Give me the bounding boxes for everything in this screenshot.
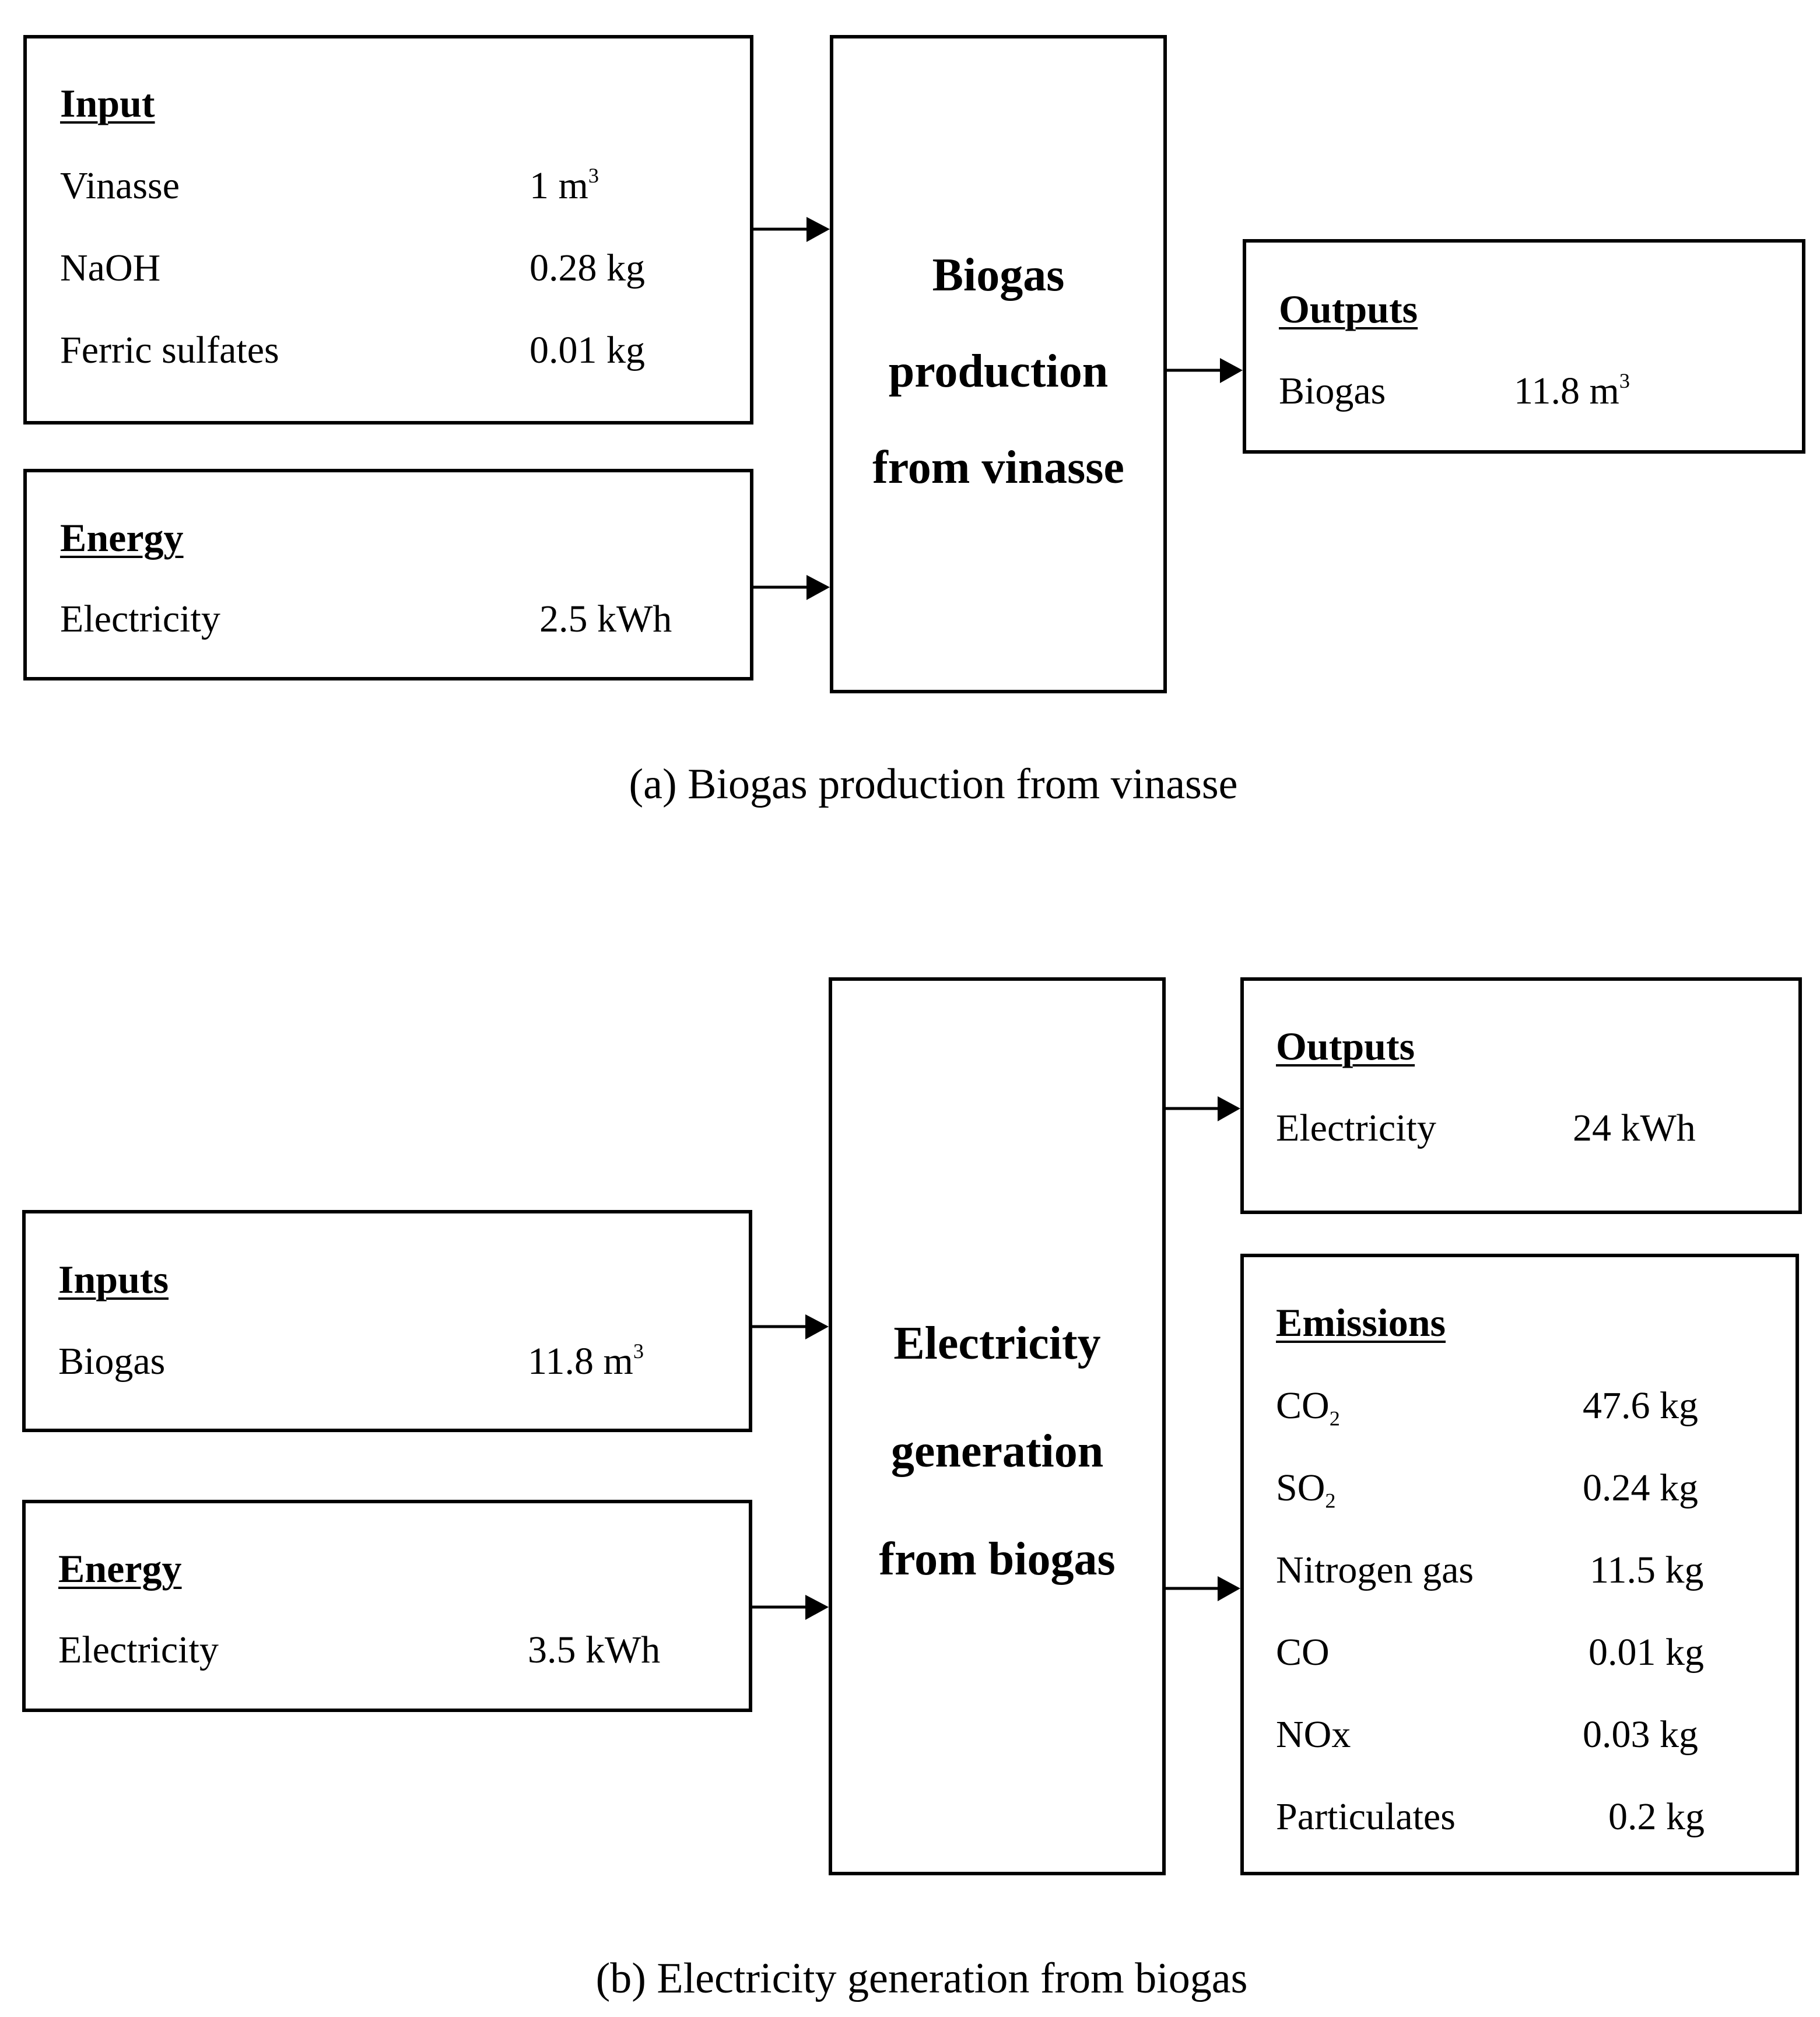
emissions-row-label-nitrogen-gas: Nitrogen gas bbox=[1276, 1549, 1474, 1591]
arrow-input-to-process-a bbox=[753, 217, 830, 242]
process-title-line-2: generation bbox=[890, 1426, 1104, 1477]
value-text: 11.8 m bbox=[528, 1340, 633, 1383]
emissions-row-label-particulates: Particulates bbox=[1276, 1795, 1456, 1838]
emissions-row-value-co: 0.01 kg bbox=[1588, 1631, 1704, 1674]
arrow-energy-to-process-a bbox=[753, 575, 830, 600]
value-text: 1 m bbox=[529, 164, 588, 207]
outputs-b-row-value-electricity: 24 kWh bbox=[1573, 1107, 1696, 1149]
emissions-row-value-co2: 47.6 kg bbox=[1583, 1384, 1698, 1427]
subscript: 2 bbox=[1329, 1406, 1340, 1430]
arrow-process-to-outputs-b bbox=[1166, 1096, 1240, 1121]
energy-b-row-value-electricity: 3.5 kWh bbox=[528, 1629, 661, 1671]
arrow-process-to-outputs-a bbox=[1167, 358, 1243, 383]
outputs-box-b-header: Outputs bbox=[1276, 1024, 1415, 1068]
process-title-line-3: from vinasse bbox=[872, 442, 1124, 493]
caption-a: (a) Biogas production from vinasse bbox=[629, 760, 1238, 808]
energy-a-row-value-electricity: 2.5 kWh bbox=[539, 598, 672, 640]
emissions-row-value-nox: 0.03 kg bbox=[1583, 1713, 1698, 1756]
arrow-energy-to-process-b bbox=[752, 1595, 829, 1620]
outputs-b-row-label-electricity: Electricity bbox=[1276, 1107, 1436, 1149]
process-title-line-1: Electricity bbox=[893, 1318, 1101, 1369]
process-title-line-1: Biogas bbox=[932, 250, 1065, 301]
superscript: 3 bbox=[588, 163, 599, 187]
emissions-row-label-co: CO bbox=[1276, 1631, 1330, 1674]
arrow-inputs-to-process-b bbox=[752, 1314, 829, 1339]
superscript: 3 bbox=[633, 1339, 644, 1363]
superscript: 3 bbox=[1619, 369, 1630, 392]
energy-box-b-header: Energy bbox=[58, 1546, 182, 1591]
inputs-box-b-header: Inputs bbox=[58, 1257, 169, 1302]
outputs-a-row-label-biogas: Biogas bbox=[1279, 370, 1386, 412]
emissions-row-value-nitrogen-gas: 11.5 kg bbox=[1590, 1549, 1704, 1591]
inputs-b-row-label-biogas: Biogas bbox=[58, 1340, 166, 1383]
input-row-label-naoh: NaOH bbox=[60, 247, 161, 289]
process-title-line-3: from biogas bbox=[879, 1534, 1116, 1585]
caption-b: (b) Electricity generation from biogas bbox=[595, 1955, 1248, 2002]
input-row-value-naoh: 0.28 kg bbox=[529, 247, 645, 289]
input-row-label-vinasse: Vinasse bbox=[60, 164, 180, 207]
emissions-row-value-particulates: 0.2 kg bbox=[1608, 1795, 1705, 1838]
outputs-box-a-header: Outputs bbox=[1279, 287, 1418, 331]
input-box-header: Input bbox=[60, 81, 155, 125]
energy-b-row-label-electricity: Electricity bbox=[58, 1629, 219, 1671]
emissions-row-label-nox: NOx bbox=[1276, 1713, 1351, 1756]
input-row-label-ferric-sulfates: Ferric sulfates bbox=[60, 329, 279, 371]
input-row-value-ferric-sulfates: 0.01 kg bbox=[529, 329, 645, 371]
subscript: 2 bbox=[1325, 1489, 1336, 1513]
arrow-process-to-emissions bbox=[1166, 1576, 1240, 1601]
emissions-row-value-so2: 0.24 kg bbox=[1583, 1467, 1698, 1509]
emissions-box-header: Emissions bbox=[1276, 1300, 1446, 1345]
label-text: CO bbox=[1276, 1384, 1330, 1427]
energy-box-a-header: Energy bbox=[60, 515, 184, 560]
label-text: SO bbox=[1276, 1467, 1325, 1509]
process-title-line-2: production bbox=[888, 346, 1109, 397]
value-text: 11.8 m bbox=[1514, 370, 1619, 412]
energy-a-row-label-electricity: Electricity bbox=[60, 598, 220, 640]
